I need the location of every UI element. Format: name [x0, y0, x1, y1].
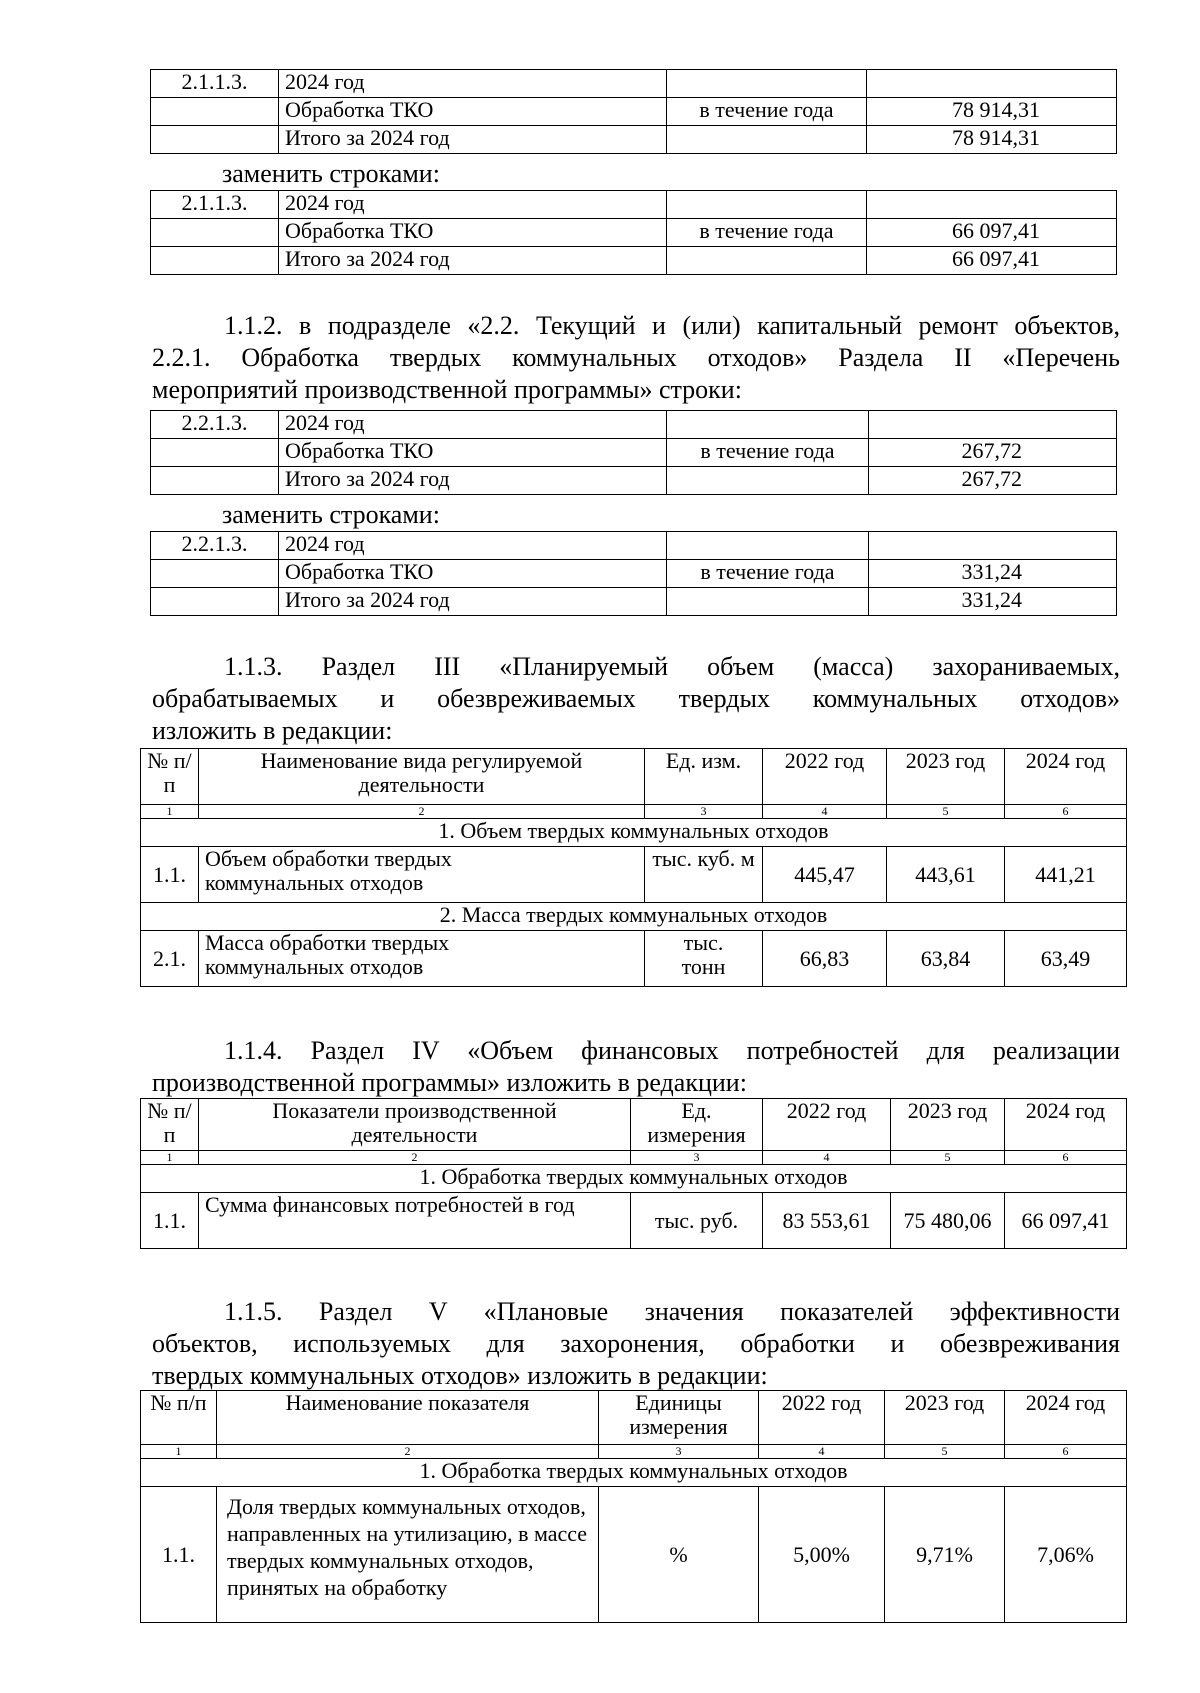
row-value: 331,24 [869, 560, 1117, 588]
row-2023: 75 480,06 [891, 1193, 1005, 1249]
row-2024: 7,06% [1005, 1487, 1127, 1623]
header-no: № п/п [141, 749, 199, 805]
table-2113-new [150, 190, 1117, 275]
row-name: 2024 год [279, 411, 667, 439]
row-code: 2.1.1.3. [151, 191, 279, 219]
paragraph-1-1-4 [152, 1035, 1120, 1099]
replace-label: заменить строками: [222, 159, 440, 188]
section-title-row [141, 903, 1127, 931]
col-num: 1 [141, 805, 199, 819]
row-code [151, 247, 279, 275]
row-name: Обработка ТКО [279, 98, 667, 126]
row-code [151, 560, 279, 588]
table-section-iii [140, 748, 1127, 987]
row-term [667, 588, 869, 616]
table-section-v [140, 1390, 1127, 1623]
paragraph-1-1-5 [152, 1296, 1120, 1392]
row-name: Объем обработки твердых коммунальных отходов [199, 847, 645, 903]
col-num: 5 [887, 805, 1005, 819]
table-row [151, 98, 1117, 126]
column-number-row [141, 1151, 1127, 1165]
row-term [667, 126, 867, 154]
table-row [141, 1487, 1127, 1623]
row-2024: 441,21 [1005, 847, 1127, 903]
section-title-row [141, 819, 1127, 847]
table-2113-old [150, 69, 1117, 154]
section-title: 1. Обработка твердых коммунальных отходов [141, 1165, 1127, 1193]
col-num: 5 [891, 1151, 1005, 1165]
header-2024: 2024 год [1005, 1099, 1127, 1151]
table-header-row [141, 1099, 1127, 1151]
paragraph-line: обрабатываемых и обезвреживаемых твердых коммунальных отходов» [152, 684, 1120, 713]
row-2023: 9,71% [885, 1487, 1005, 1623]
paragraph-line: изложить в редакции: [152, 716, 393, 745]
col-num: 1 [141, 1151, 199, 1165]
col-num: 4 [763, 805, 887, 819]
row-2023: 63,84 [887, 931, 1005, 987]
table-row [151, 70, 1117, 98]
header-name: Показатели производственной деятельности [199, 1099, 631, 1151]
row-2022: 66,83 [763, 931, 887, 987]
paragraph-line: 1.1.3. Раздел III «Планируемый объем (масса) захораниваемых, [224, 652, 1120, 681]
row-unit: тыс. тонн [645, 931, 763, 987]
header-2023: 2023 год [885, 1391, 1005, 1445]
row-unit: тыс. куб. м [645, 847, 763, 903]
table-section-iv [140, 1098, 1127, 1249]
row-code [151, 219, 279, 247]
col-num: 3 [631, 1151, 763, 1165]
row-code: 2.2.1.3. [151, 532, 279, 560]
header-name: Наименование вида регулируемой деятельности [199, 749, 645, 805]
col-num: 2 [199, 1151, 631, 1165]
row-code: 2.2.1.3. [151, 411, 279, 439]
paragraph-line: 2.2.1. Обработка твердых коммунальных отходов» Раздела II «Перечень [152, 343, 1120, 372]
paragraph-line: 1.1.4. Раздел IV «Объем финансовых потребностей для реализации [224, 1036, 1120, 1065]
table-2213-new [150, 531, 1117, 616]
row-value [869, 411, 1117, 439]
header-name: Наименование показателя [217, 1391, 599, 1445]
col-num: 6 [1005, 1445, 1127, 1459]
table-row [151, 191, 1117, 219]
header-unit: Единицы измерения [599, 1391, 759, 1445]
row-value: 66 097,41 [867, 219, 1117, 247]
row-2022: 5,00% [759, 1487, 885, 1623]
table-row [151, 439, 1117, 467]
row-term: в течение года [667, 560, 869, 588]
row-name: Итого за 2024 год [279, 467, 667, 495]
col-num: 2 [199, 805, 645, 819]
header-2024: 2024 год [1005, 1391, 1127, 1445]
row-value [867, 70, 1117, 98]
row-term [667, 247, 867, 275]
col-num: 6 [1005, 805, 1127, 819]
table-row [151, 219, 1117, 247]
row-term [667, 191, 867, 219]
paragraph-line: 1.1.5. Раздел V «Плановые значения показателей эффективности [224, 1297, 1120, 1326]
row-name: Итого за 2024 год [279, 126, 667, 154]
row-no: 2.1. [141, 931, 199, 987]
col-num: 4 [763, 1151, 891, 1165]
table-row [141, 847, 1127, 903]
header-unit: Ед. измерения [631, 1099, 763, 1151]
row-term [667, 411, 869, 439]
row-code [151, 439, 279, 467]
col-num: 2 [217, 1445, 599, 1459]
paragraph-1-1-2 [152, 310, 1120, 406]
row-2024: 66 097,41 [1005, 1193, 1127, 1249]
section-title-row [141, 1165, 1127, 1193]
header-2022: 2022 год [759, 1391, 885, 1445]
header-2022: 2022 год [763, 1099, 891, 1151]
header-2024: 2024 год [1005, 749, 1127, 805]
table-2213-old [150, 410, 1117, 495]
row-2023: 443,61 [887, 847, 1005, 903]
row-term [667, 467, 869, 495]
row-name: Обработка ТКО [279, 560, 667, 588]
section-title: 2. Масса твердых коммунальных отходов [141, 903, 1127, 931]
row-value: 78 914,31 [867, 98, 1117, 126]
row-unit: % [599, 1487, 759, 1623]
row-unit: тыс. руб. [631, 1193, 763, 1249]
header-no: № п/п [141, 1099, 199, 1151]
row-value: 66 097,41 [867, 247, 1117, 275]
header-2023: 2023 год [887, 749, 1005, 805]
section-title: 1. Объем твердых коммунальных отходов [141, 819, 1127, 847]
header-2022: 2022 год [763, 749, 887, 805]
paragraph-line: производственной программы» изложить в редакции: [152, 1068, 747, 1097]
column-number-row [141, 1445, 1127, 1459]
row-name: Масса обработки твердых коммунальных отходов [199, 931, 645, 987]
row-term [667, 532, 869, 560]
header-2023: 2023 год [891, 1099, 1005, 1151]
row-name: Доля твердых коммунальных отходов, направленных на утилизацию, в массе твердых коммунальных отходов, принятых на обработку [217, 1487, 599, 1623]
row-term: в течение года [667, 219, 867, 247]
col-num: 5 [885, 1445, 1005, 1459]
section-title: 1. Обработка твердых коммунальных отходов [141, 1459, 1127, 1487]
table-row [151, 411, 1117, 439]
col-num: 3 [645, 805, 763, 819]
row-value [867, 191, 1117, 219]
row-name: 2024 год [279, 532, 667, 560]
table-header-row [141, 1391, 1127, 1445]
table-row [151, 532, 1117, 560]
table-row [141, 1193, 1127, 1249]
row-name: Обработка ТКО [279, 219, 667, 247]
table-row [151, 467, 1117, 495]
replace-label: заменить строками: [222, 500, 440, 529]
row-term [667, 70, 867, 98]
row-code [151, 98, 279, 126]
row-value: 78 914,31 [867, 126, 1117, 154]
col-num: 6 [1005, 1151, 1127, 1165]
row-code [151, 126, 279, 154]
row-value: 267,72 [869, 467, 1117, 495]
row-name: Итого за 2024 год [279, 247, 667, 275]
row-name: Сумма финансовых потребностей в год [199, 1193, 631, 1249]
paragraph-line: твердых коммунальных отходов» изложить в редакции: [152, 1361, 768, 1390]
row-name: 2024 год [279, 70, 667, 98]
row-term: в течение года [667, 439, 869, 467]
table-header-row [141, 749, 1127, 805]
row-no: 1.1. [141, 1487, 217, 1623]
row-value: 331,24 [869, 588, 1117, 616]
table-row [151, 588, 1117, 616]
row-no: 1.1. [141, 1193, 199, 1249]
row-term: в течение года [667, 98, 867, 126]
row-name: Обработка ТКО [279, 439, 667, 467]
paragraph-line: 1.1.2. в подразделе «2.2. Текущий и (или) капитальный ремонт объектов, [224, 311, 1120, 340]
row-code: 2.1.1.3. [151, 70, 279, 98]
paragraph-line: мероприятий производственной программы» строки: [152, 375, 742, 404]
row-value [869, 532, 1117, 560]
header-unit: Ед. изм. [645, 749, 763, 805]
col-num: 4 [759, 1445, 885, 1459]
col-num: 3 [599, 1445, 759, 1459]
row-2022: 445,47 [763, 847, 887, 903]
row-code [151, 588, 279, 616]
section-title-row [141, 1459, 1127, 1487]
paragraph-line: объектов, используемых для захоронения, обработки и обезвреживания [152, 1329, 1120, 1358]
row-2022: 83 553,61 [763, 1193, 891, 1249]
row-no: 1.1. [141, 847, 199, 903]
row-2024: 63,49 [1005, 931, 1127, 987]
row-name: 2024 год [279, 191, 667, 219]
row-name: Итого за 2024 год [279, 588, 667, 616]
paragraph-1-1-3 [152, 651, 1120, 747]
table-row [151, 247, 1117, 275]
column-number-row [141, 805, 1127, 819]
table-row [151, 126, 1117, 154]
row-code [151, 467, 279, 495]
col-num: 1 [141, 1445, 217, 1459]
header-no: № п/п [141, 1391, 217, 1445]
row-value: 267,72 [869, 439, 1117, 467]
table-row [151, 560, 1117, 588]
table-row [141, 931, 1127, 987]
